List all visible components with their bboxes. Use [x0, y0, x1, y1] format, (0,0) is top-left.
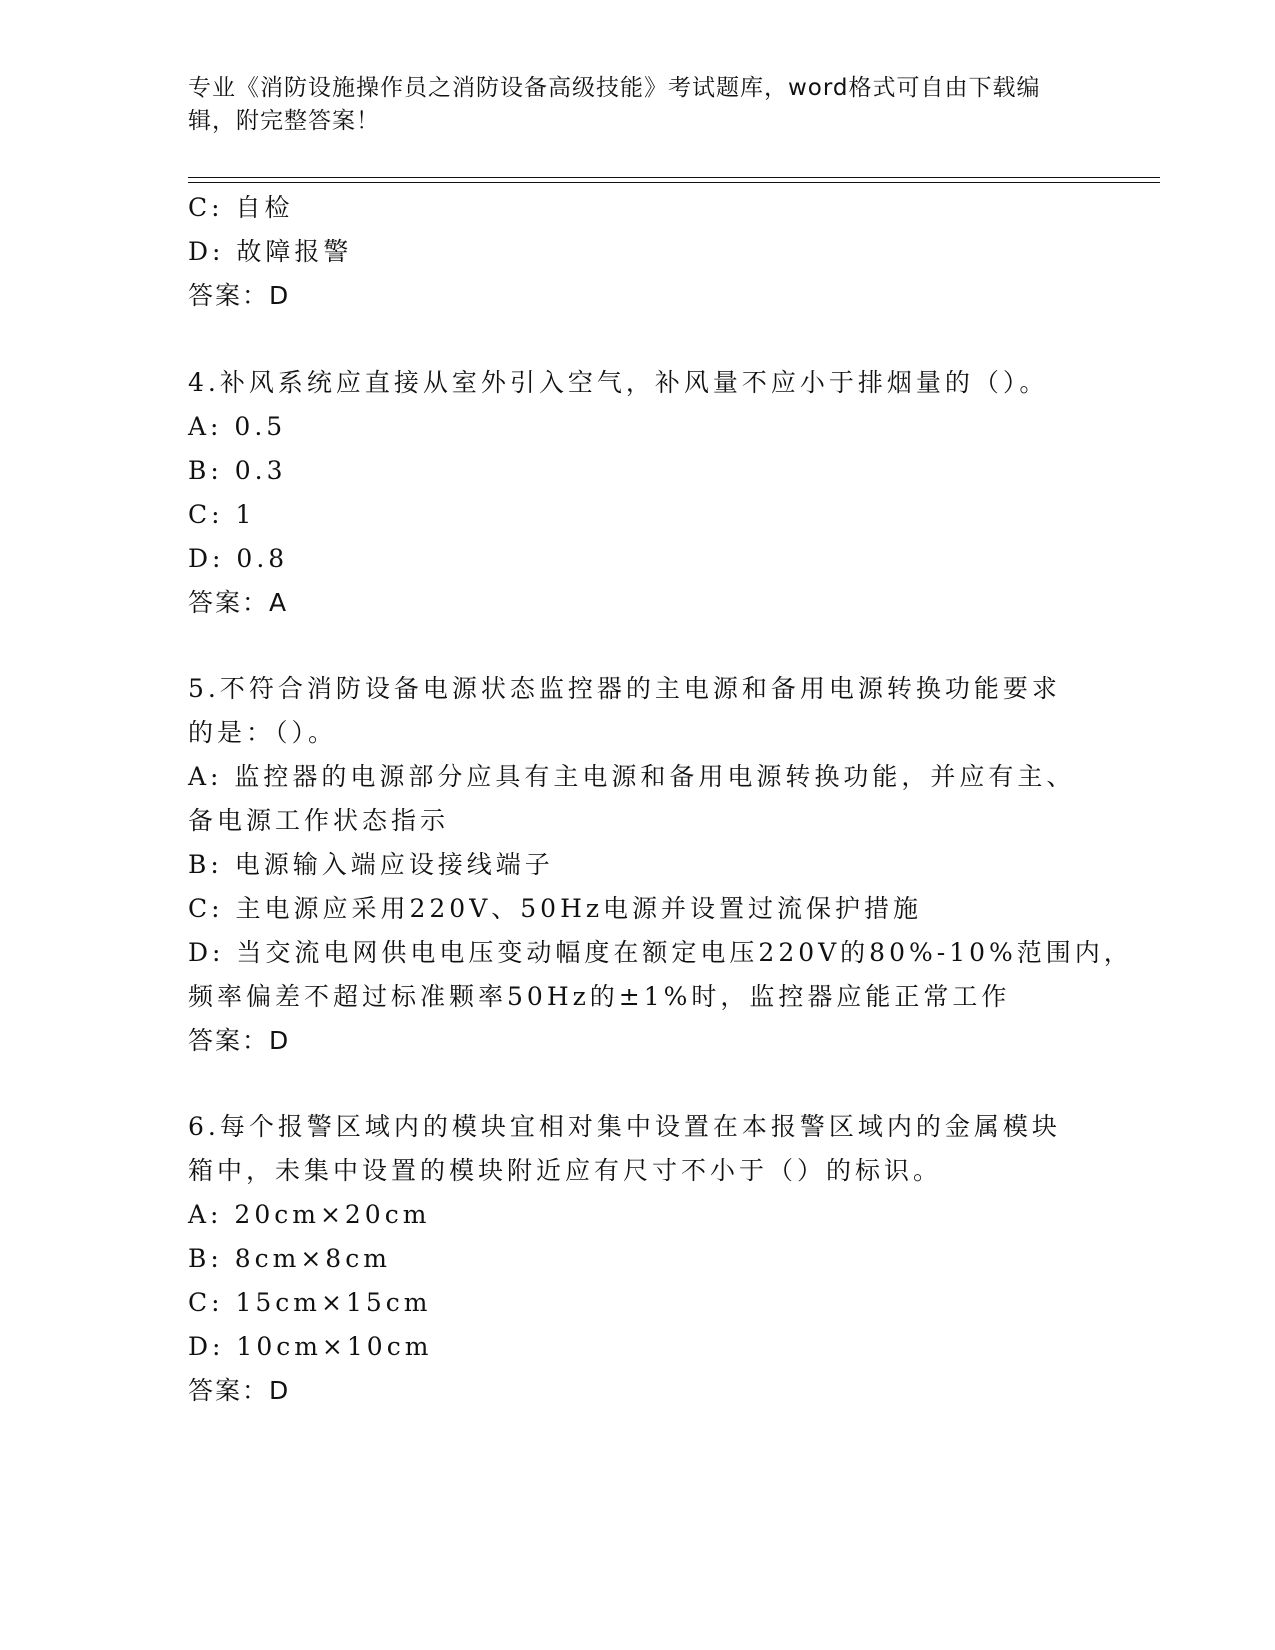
q3-option-d: D: 故障报警: [188, 237, 353, 266]
q4-option-d: D: 0.8: [188, 544, 289, 573]
q5-option-a-line-1: A: 监控器的电源部分应具有主电源和备用电源转换功能，并应有主、: [188, 762, 1076, 791]
q6-option-b: B: 8cm×8cm: [188, 1244, 391, 1273]
q5-option-a-line-2: 备电源工作状态指示: [188, 806, 450, 835]
q6-option-c: C: 15cm×15cm: [188, 1288, 432, 1317]
q6-stem-line-2: 箱中，未集中设置的模块附近应有尺寸不小于（）的标识。: [188, 1156, 943, 1185]
q5-option-b: B: 电源输入端应设接线端子: [188, 850, 554, 879]
q3-answer: 答案：D: [188, 281, 291, 310]
q5-option-d-line-2: 频率偏差不超过标准颗率50Hz的±1%时，监控器应能正常工作: [188, 982, 1011, 1011]
document-header: [188, 72, 1068, 138]
header-line-2: 辑，附完整答案！: [188, 108, 380, 134]
q5-option-c: C: 主电源应采用220V、50Hz电源并设置过流保护措施: [188, 894, 923, 923]
q6-answer: 答案：D: [188, 1376, 291, 1405]
q5-option-d-line-1: D: 当交流电网供电电压变动幅度在额定电压220V的80%-10%范围内，: [188, 938, 1133, 967]
q3-option-c: C: 自检: [188, 193, 294, 222]
q6-option-d: D: 10cm×10cm: [188, 1332, 433, 1361]
q6-option-a: A: 20cm×20cm: [188, 1200, 431, 1229]
q5-stem-line-2: 的是：（）。: [188, 718, 338, 747]
q4-answer: 答案：A: [188, 588, 289, 617]
q4-option-c: C: 1: [188, 500, 256, 529]
q6-stem-line-1: 6.每个报警区域内的模块宜相对集中设置在本报警区域内的金属模块: [188, 1112, 1061, 1141]
header-line-1: 专业《消防设施操作员之消防设备高级技能》考试题库，word格式可自由下载编: [188, 75, 1041, 101]
q5-answer: 答案：D: [188, 1026, 291, 1055]
header-rule-top: [188, 177, 1160, 178]
q4-stem: 4.补风系统应直接从室外引入空气，补风量不应小于排烟量的（）。: [188, 368, 1049, 397]
header-rule-bottom: [188, 182, 1160, 183]
q5-stem-line-1: 5.不符合消防设备电源状态监控器的主电源和备用电源转换功能要求: [188, 674, 1061, 703]
q4-option-a: A: 0.5: [188, 412, 287, 441]
q4-option-b: B: 0.3: [188, 456, 287, 485]
